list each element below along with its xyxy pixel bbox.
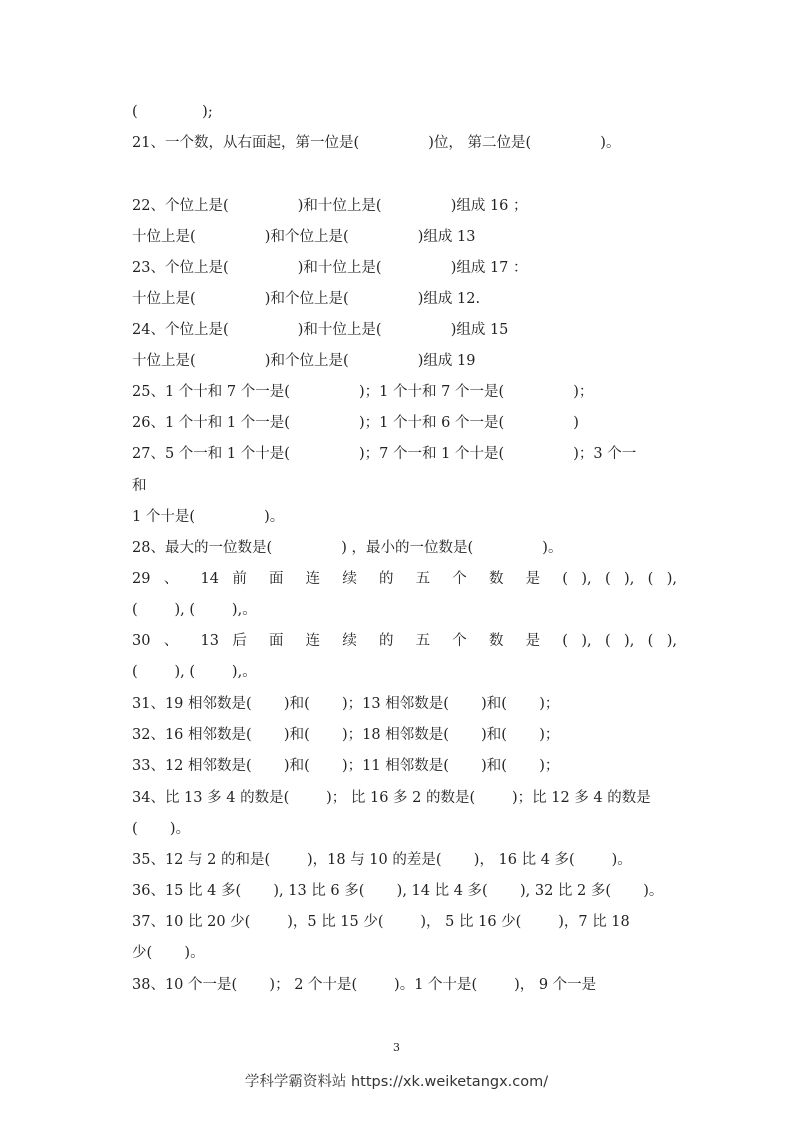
question-37: 37、10 比 20 少( )，5 比 15 少( )， 5 比 16 少( )，7 比 18	[132, 914, 630, 930]
text-line: 十位上是( )和个位上是( )组成 12.	[132, 291, 481, 307]
question-25: 25、1 个十和 7 个一是( )；1 个十和 7 个一是( )；	[132, 384, 594, 400]
question-35: 35、12 与 2 的和是( )，18 与 10 的差是( )， 16 比 4 多( )。	[132, 852, 632, 868]
question-27: 27、5 个一和 1 个十是( )；7 个一和 1 个十是( )；3 个一	[132, 446, 637, 462]
text-line: ( );	[132, 104, 213, 120]
question-26: 26、1 个十和 1 个一是( )；1 个十和 6 个一是( )	[132, 415, 579, 431]
question-29: 29 、 14 前 面 连 续 的 五 个 数 是 ( ), ( ), ( ),	[132, 571, 677, 587]
text-line: 十位上是( )和个位上是( )组成 19	[132, 353, 476, 369]
text-line: 十位上是( )和个位上是( )组成 13	[132, 229, 476, 245]
question-24: 24、个位上是( )和十位上是( )组成 15	[132, 322, 509, 338]
text-line: 1 个十是( )。	[132, 509, 285, 525]
question-33: 33、12 相邻数是( )和( )；11 相邻数是( )和( )；	[132, 758, 560, 774]
text-line: 和	[132, 478, 147, 494]
text-line: ( )。	[132, 821, 191, 837]
text-line: ( ), ( ),。	[132, 602, 257, 618]
page-number: 3	[393, 1041, 400, 1054]
question-31: 31、19 相邻数是( )和( )；13 相邻数是( )和( )；	[132, 696, 560, 712]
question-23: 23、个位上是( )和十位上是( )组成 17 ：	[132, 260, 528, 276]
question-28: 28、最大的一位数是( ) ，最小的一位数是( )。	[132, 540, 563, 556]
question-32: 32、16 相邻数是( )和( )；18 相邻数是( )和( )；	[132, 727, 560, 743]
question-34: 34、比 13 多 4 的数是( )； 比 16 多 2 的数是( )；比 12 多 4 的数是	[132, 790, 651, 806]
text-line: ( ), ( ),。	[132, 664, 257, 680]
footer-watermark: 学科学霸资料站 https://xk.weiketangx.com/	[244, 1074, 549, 1090]
question-30: 30 、 13 后 面 连 续 的 五 个 数 是 ( ), ( ), ( ),	[132, 633, 677, 649]
question-22: 22、个位上是( )和十位上是( )组成 16 ；	[132, 198, 528, 214]
question-38: 38、10 个一是( )； 2 个十是( )。1 个十是( )， 9 个一是	[132, 977, 597, 993]
question-36: 36、15 比 4 多( ), 13 比 6 多( ), 14 比 4 多( ), 32 比 2 多( )。	[132, 883, 664, 899]
text-line: 少( )。	[132, 945, 205, 961]
question-21: 21、一个数，从右面起，第一位是( )位， 第二位是( )。	[132, 135, 621, 151]
